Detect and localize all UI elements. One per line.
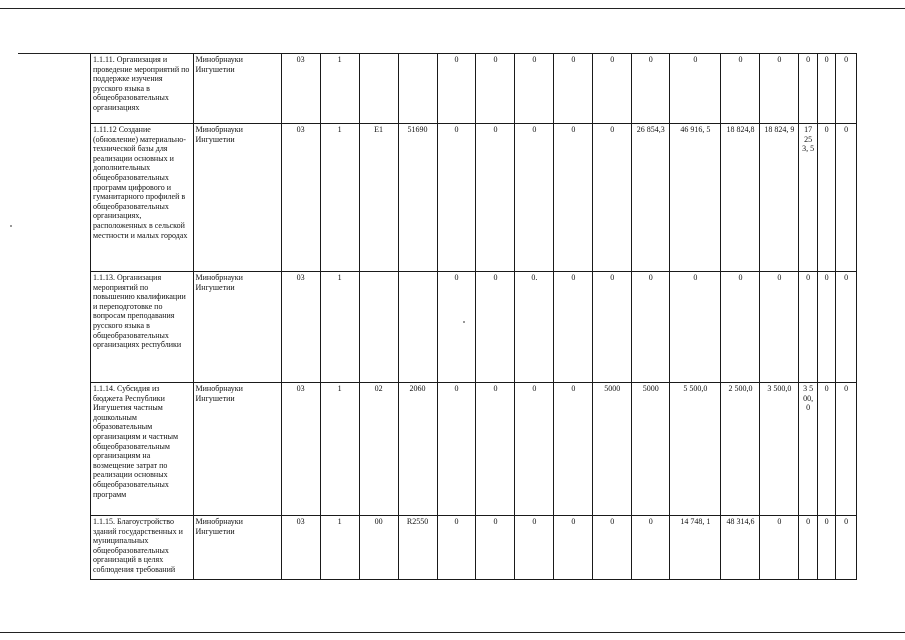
- value-cell: 0: [836, 272, 857, 383]
- value-cell: 2060: [398, 383, 437, 516]
- value-cell: 18 824, 9: [760, 124, 799, 272]
- value-cell: 0: [515, 383, 554, 516]
- value-cell: 0: [836, 383, 857, 516]
- value-cell: 0: [836, 516, 857, 580]
- value-cell: 0: [721, 54, 760, 124]
- value-cell: 0: [476, 272, 515, 383]
- value-cell: 0: [515, 124, 554, 272]
- value-cell: [359, 54, 398, 124]
- activity-name-cell: 1.1.15. Благоустройство зданий государственных и муниципальных общеобразовательных организаций в целях соблюдения требований: [91, 516, 194, 580]
- value-cell: 0: [476, 516, 515, 580]
- value-cell: E1: [359, 124, 398, 272]
- value-cell: 0: [554, 124, 593, 272]
- value-cell: 0: [476, 124, 515, 272]
- value-cell: 0: [817, 272, 835, 383]
- value-cell: 0: [593, 516, 632, 580]
- value-cell: 0: [632, 516, 670, 580]
- value-cell: 17 253, 5: [799, 124, 817, 272]
- value-cell: 5 500,0: [670, 383, 721, 516]
- value-cell: 48 314,6: [721, 516, 760, 580]
- value-cell: 14 748, 1: [670, 516, 721, 580]
- value-cell: 46 916, 5: [670, 124, 721, 272]
- responsible-org-cell: Минобрнауки Ингушетии: [193, 516, 281, 580]
- value-cell: 0: [632, 272, 670, 383]
- value-cell: 03: [281, 124, 320, 272]
- value-cell: 5000: [632, 383, 670, 516]
- value-cell: 0: [554, 516, 593, 580]
- value-cell: 1: [320, 272, 359, 383]
- value-cell: 03: [281, 272, 320, 383]
- value-cell: 1: [320, 54, 359, 124]
- activity-name-cell: 1.11.12 Создание (обновление) материально-технической базы для реализации основных и дополнительных общеобразовательных программ цифрового и гуманитарного профилей в общеобразовательных организациях, расположенных в сельской местности и малых городах: [91, 124, 194, 272]
- value-cell: 0: [593, 272, 632, 383]
- value-cell: 0: [437, 54, 476, 124]
- value-cell: [398, 272, 437, 383]
- value-cell: 03: [281, 383, 320, 516]
- value-cell: 0.: [515, 272, 554, 383]
- value-cell: 0: [593, 54, 632, 124]
- scan-speck: [10, 225, 12, 227]
- value-cell: 0: [437, 516, 476, 580]
- value-cell: 0: [721, 272, 760, 383]
- activity-name-cell: 1.1.14. Субсидия из бюджета Республики Ингушетия частным дошкольным образовательным организациям и частным общеобразовательным организациям на возмещение затрат по реализации основных общеобразовательных программ: [91, 383, 194, 516]
- value-cell: 0: [817, 54, 835, 124]
- activity-name-cell: 1.1.11. Организация и проведение мероприятий по поддержке изучения русского языка в общеобразовательных организациях: [91, 54, 194, 124]
- value-cell: 0: [760, 54, 799, 124]
- value-cell: 1: [320, 383, 359, 516]
- value-cell: 2 500,0: [721, 383, 760, 516]
- responsible-org-cell: Минобрнауки Ингушетии: [193, 272, 281, 383]
- value-cell: 0: [817, 516, 835, 580]
- value-cell: 0: [799, 54, 817, 124]
- value-cell: 3 500,0: [799, 383, 817, 516]
- value-cell: 0: [817, 383, 835, 516]
- page-top-border: [0, 8, 905, 9]
- value-cell: 0: [437, 272, 476, 383]
- responsible-org-cell: Минобрнауки Ингушетии: [193, 383, 281, 516]
- value-cell: 0: [836, 54, 857, 124]
- page-bottom-border: [0, 632, 905, 633]
- value-cell: 03: [281, 54, 320, 124]
- value-cell: 1: [320, 124, 359, 272]
- value-cell: 1: [320, 516, 359, 580]
- value-cell: 0: [515, 516, 554, 580]
- table-row: [91, 124, 857, 272]
- value-cell: 00: [359, 516, 398, 580]
- value-cell: 0: [799, 516, 817, 580]
- value-cell: 03: [281, 516, 320, 580]
- value-cell: 02: [359, 383, 398, 516]
- value-cell: 0: [437, 124, 476, 272]
- value-cell: 0: [799, 272, 817, 383]
- value-cell: 0: [817, 124, 835, 272]
- value-cell: 0: [554, 383, 593, 516]
- value-cell: 51690: [398, 124, 437, 272]
- value-cell: 0: [554, 272, 593, 383]
- value-cell: 0: [836, 124, 857, 272]
- responsible-org-cell: Минобрнауки Ингушетии: [193, 124, 281, 272]
- responsible-org-cell: Минобрнауки Ингушетии: [193, 54, 281, 124]
- value-cell: 18 824,8: [721, 124, 760, 272]
- value-cell: 0: [670, 54, 721, 124]
- value-cell: 0: [437, 383, 476, 516]
- table-row: [91, 516, 857, 580]
- page-left-rule: [18, 53, 90, 54]
- value-cell: 0: [760, 272, 799, 383]
- value-cell: 26 854,3: [632, 124, 670, 272]
- value-cell: 0: [476, 383, 515, 516]
- value-cell: 0: [760, 516, 799, 580]
- activity-name-cell: 1.1.13. Организация мероприятий по повышению квалификации и переподготовке по вопросам преподавания русского языка в общеобразовательных организациях республики: [91, 272, 194, 383]
- value-cell: 5000: [593, 383, 632, 516]
- value-cell: [359, 272, 398, 383]
- budget-table: [90, 53, 857, 580]
- value-cell: 0: [476, 54, 515, 124]
- value-cell: 0: [632, 54, 670, 124]
- table-row: [91, 272, 857, 383]
- value-cell: 0: [593, 124, 632, 272]
- table-row: [91, 383, 857, 516]
- value-cell: 3 500,0: [760, 383, 799, 516]
- value-cell: [398, 54, 437, 124]
- table-row: [91, 54, 857, 124]
- value-cell: 0: [515, 54, 554, 124]
- value-cell: 0: [554, 54, 593, 124]
- value-cell: R2550: [398, 516, 437, 580]
- value-cell: 0: [670, 272, 721, 383]
